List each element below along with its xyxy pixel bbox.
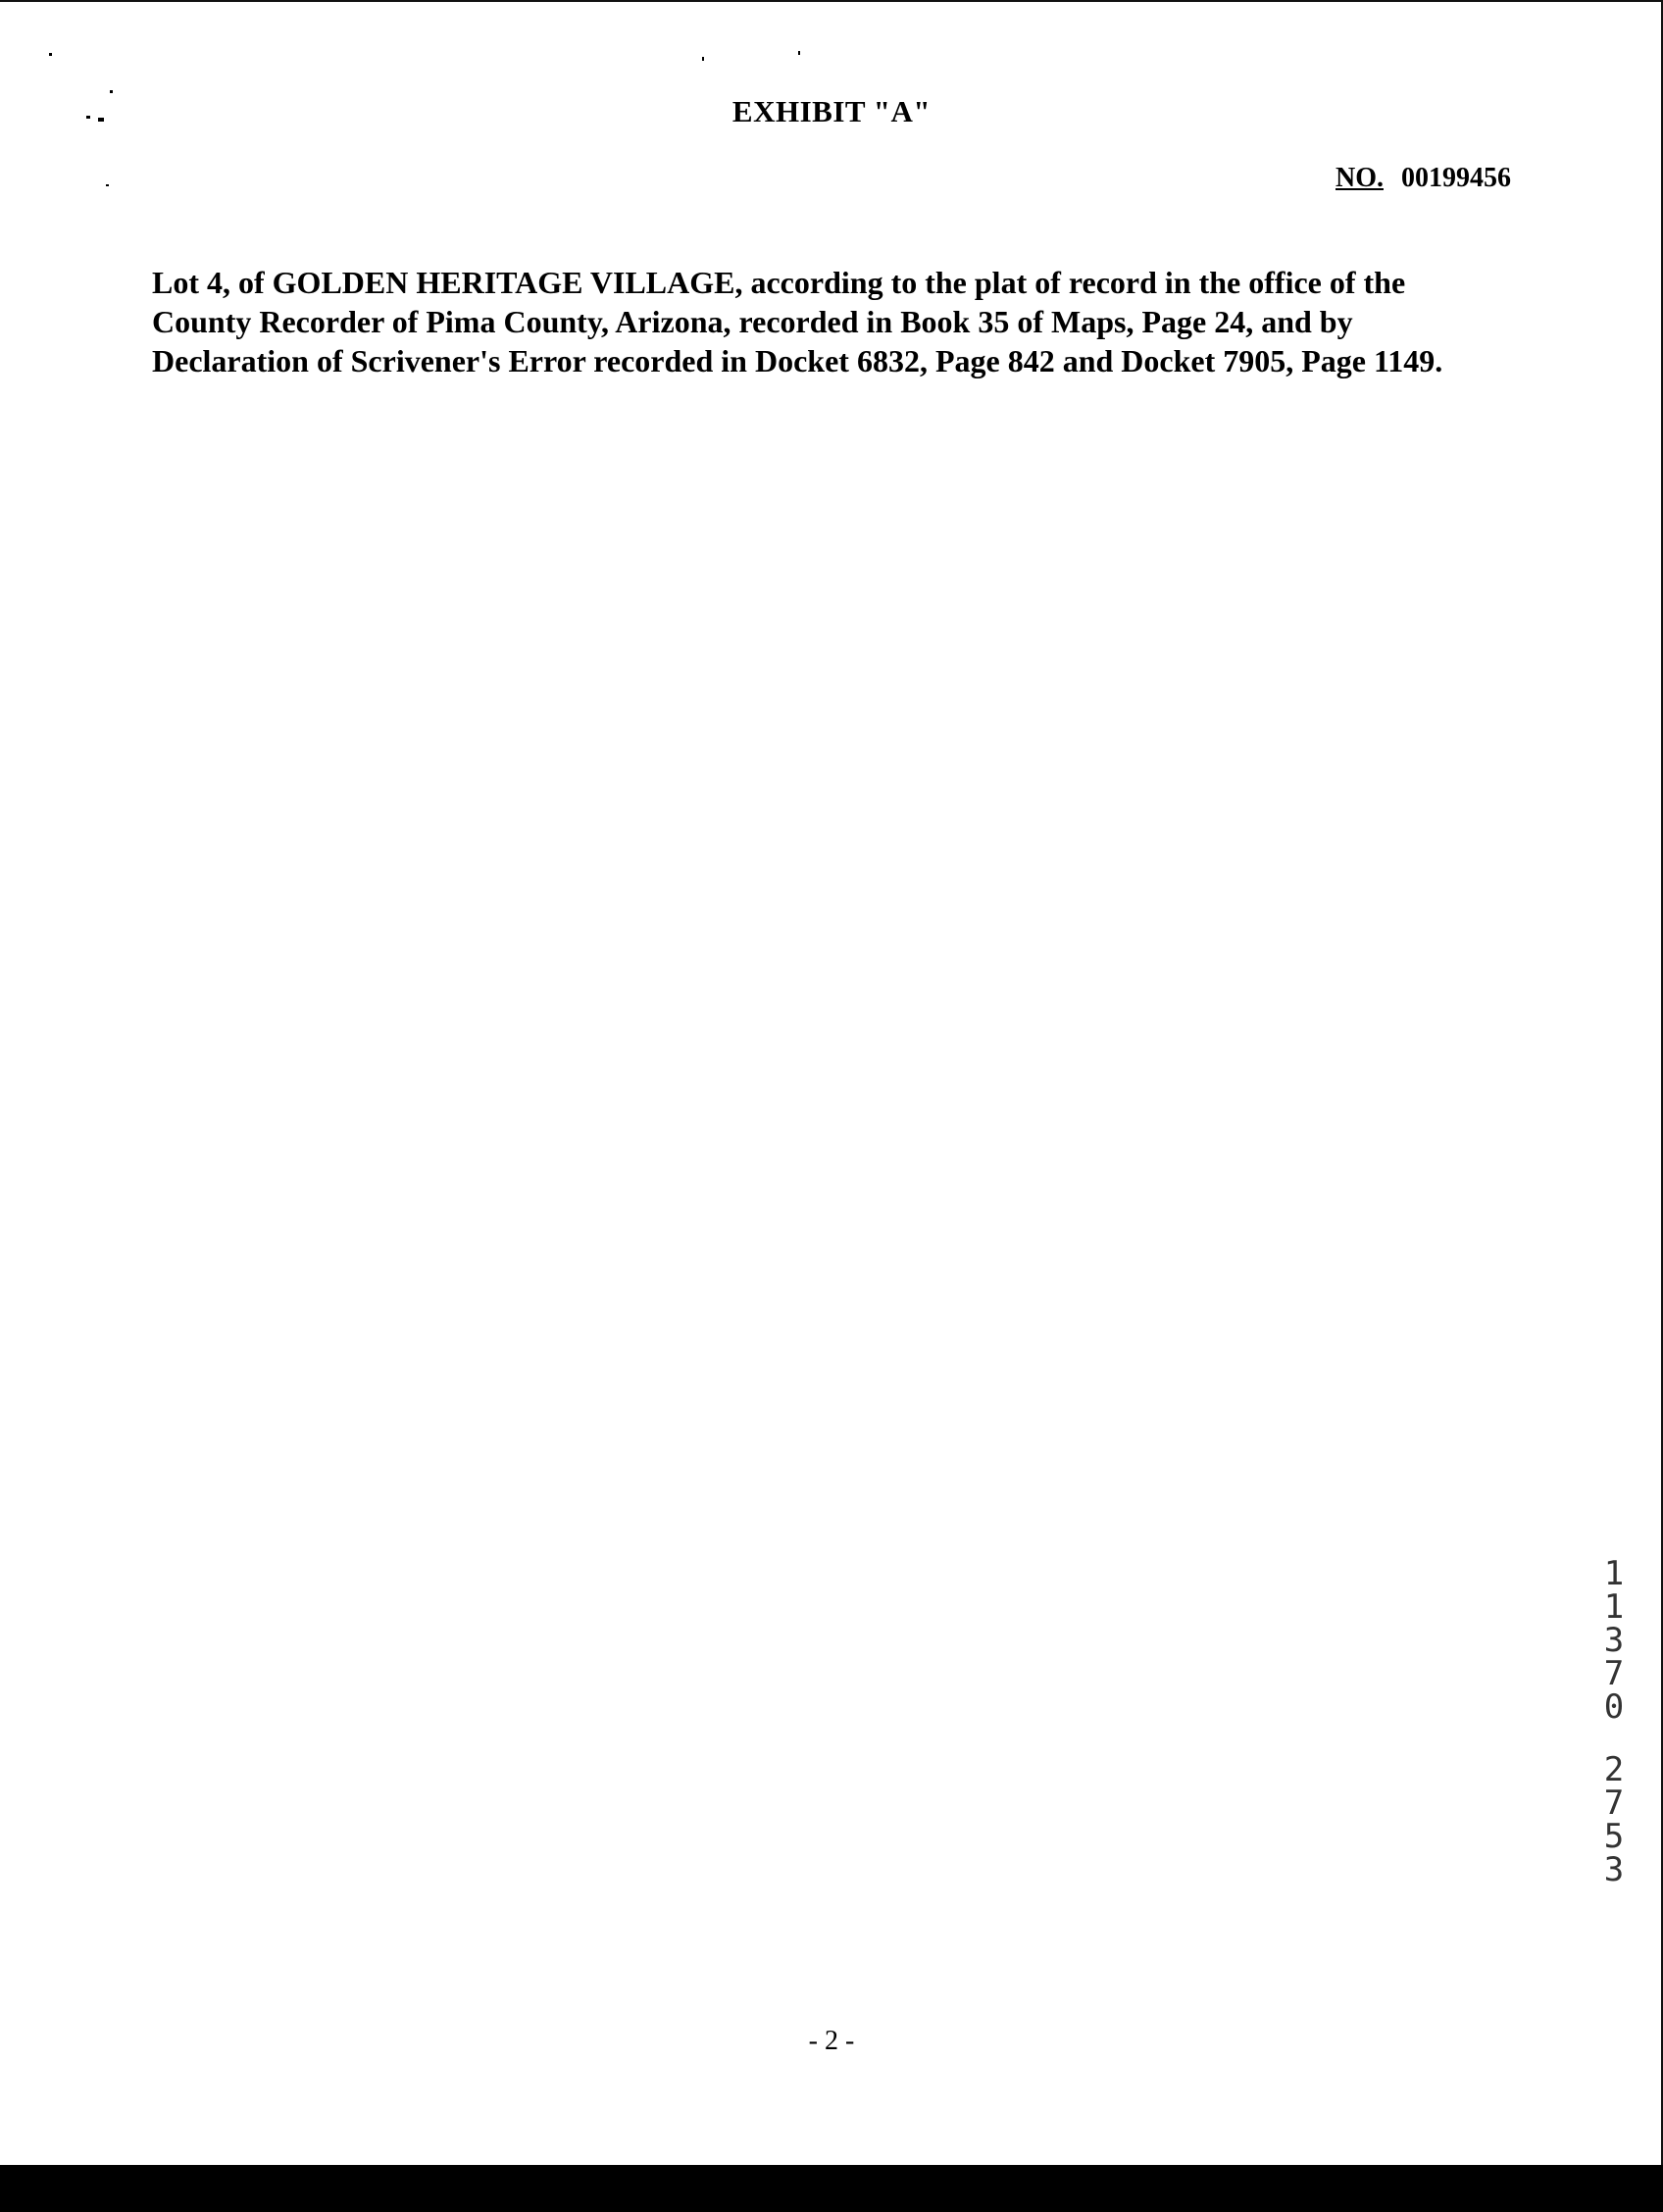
stamp-digit: 7 xyxy=(1603,1654,1625,1693)
scan-speck xyxy=(49,53,52,56)
document-number xyxy=(1335,163,1511,194)
document-number-label: NO. xyxy=(1335,163,1384,193)
document-number-value: 00199456 xyxy=(1401,163,1511,193)
stamp-gap xyxy=(1596,1724,1632,1753)
legal-description-line: Lot 4, of GOLDEN HERITAGE VILLAGE, according to the plat of record in the office of the xyxy=(152,265,1406,300)
scan-speck xyxy=(798,51,800,55)
stamp-digit: 1 xyxy=(1603,1554,1625,1593)
legal-description-line: Declaration of Scrivener's Error recorded in Docket 6832, Page 842 and Docket 7905, Page 1149. xyxy=(152,343,1443,378)
stamp-digit: 0 xyxy=(1603,1687,1625,1727)
stamp-digit: 3 xyxy=(1603,1621,1625,1660)
exhibit-title: EXHIBIT "A" xyxy=(731,94,932,128)
page-number: - 2 - xyxy=(808,2026,855,2056)
scan-edge-top xyxy=(0,0,1663,2)
recording-stamp xyxy=(1596,1554,1632,1889)
stamp-digit: 5 xyxy=(1603,1817,1625,1856)
stamp-digit: 7 xyxy=(1603,1784,1625,1823)
scan-edge-bottom xyxy=(0,2165,1663,2212)
scan-speck xyxy=(106,184,109,186)
legal-description xyxy=(152,263,1525,380)
scan-speck xyxy=(702,57,704,61)
stamp-digit: 2 xyxy=(1603,1750,1625,1789)
stamp-digit: 3 xyxy=(1603,1850,1625,1889)
scan-speck xyxy=(110,90,113,93)
legal-description-line: County Recorder of Pima County, Arizona, recorded in Book 35 of Maps, Page 24, and by xyxy=(152,304,1353,339)
stamp-digit: 1 xyxy=(1603,1587,1625,1627)
